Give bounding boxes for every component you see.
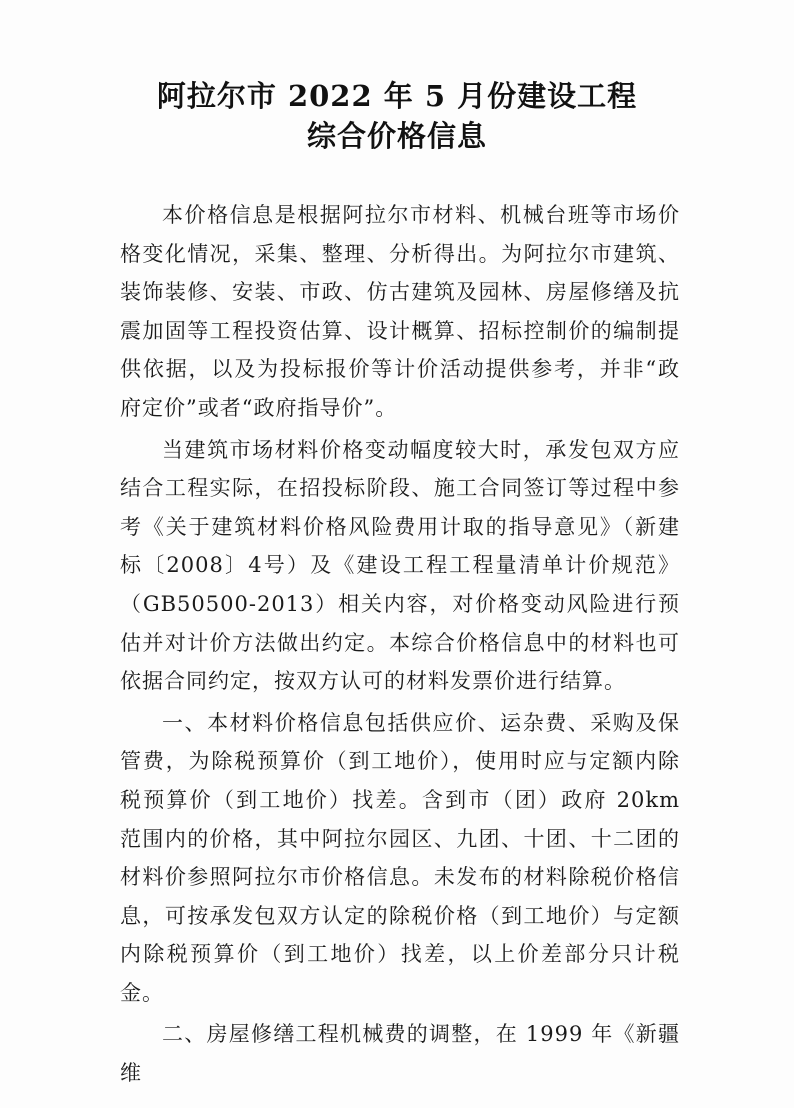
paragraph-intro: 本价格信息是根据阿拉尔市材料、机械台班等市场价格变化情况，采集、整理、分析得出。为阿拉尔市建筑、装饰装修、安装、市政、仿古建筑及园林、房屋修缮及抗震加固等工程投资估算、设计概算、招标控制价的编制提供依据，以及为投标报价等计价活动提供参考，并非“政府定价”或者“政府指导价”。 <box>120 203 680 420</box>
document-body <box>120 196 680 1093</box>
paragraph-item-one: 一、本材料价格信息包括供应价、运杂费、采购及保管费，为除税预算价（到工地价），使用时应与定额内除税预算价（到工地价）找差。含到市（团）政府 20km 范围内的价格，其中阿拉尔园区、九团、十团、十二团的材料价参照阿拉尔市价格信息。未发布的材料除税价格信息，可按承发包双方认定的除税价格（到工地价）与定额内除税预算价（到工地价）找差，以上价差部分只计税金。 <box>120 710 680 1005</box>
paragraph-item-two: 二、房屋修缮工程机械费的调整，在 1999 年《新疆维 <box>120 1022 680 1086</box>
paragraph-price-risk: 当建筑市场材料价格变动幅度较大时，承发包双方应结合工程实际，在招投标阶段、施工合同签订等过程中参考《关于建筑材料价格风险费用计取的指导意见》（新建标〔2008〕4号）及《建设工程工程量清单计价规范》（GB50500-2013）相关内容，对价格变动风险进行预估并对计价方法做出约定。本综合价格信息中的材料也可依据合同约定，按双方认可的材料发票价进行结算。 <box>120 437 680 694</box>
title-line-2: 综合价格信息 <box>306 119 487 153</box>
document-title <box>0 76 794 156</box>
title-line-1: 阿拉尔市 2022 年 5 月份建设工程 <box>156 79 638 113</box>
